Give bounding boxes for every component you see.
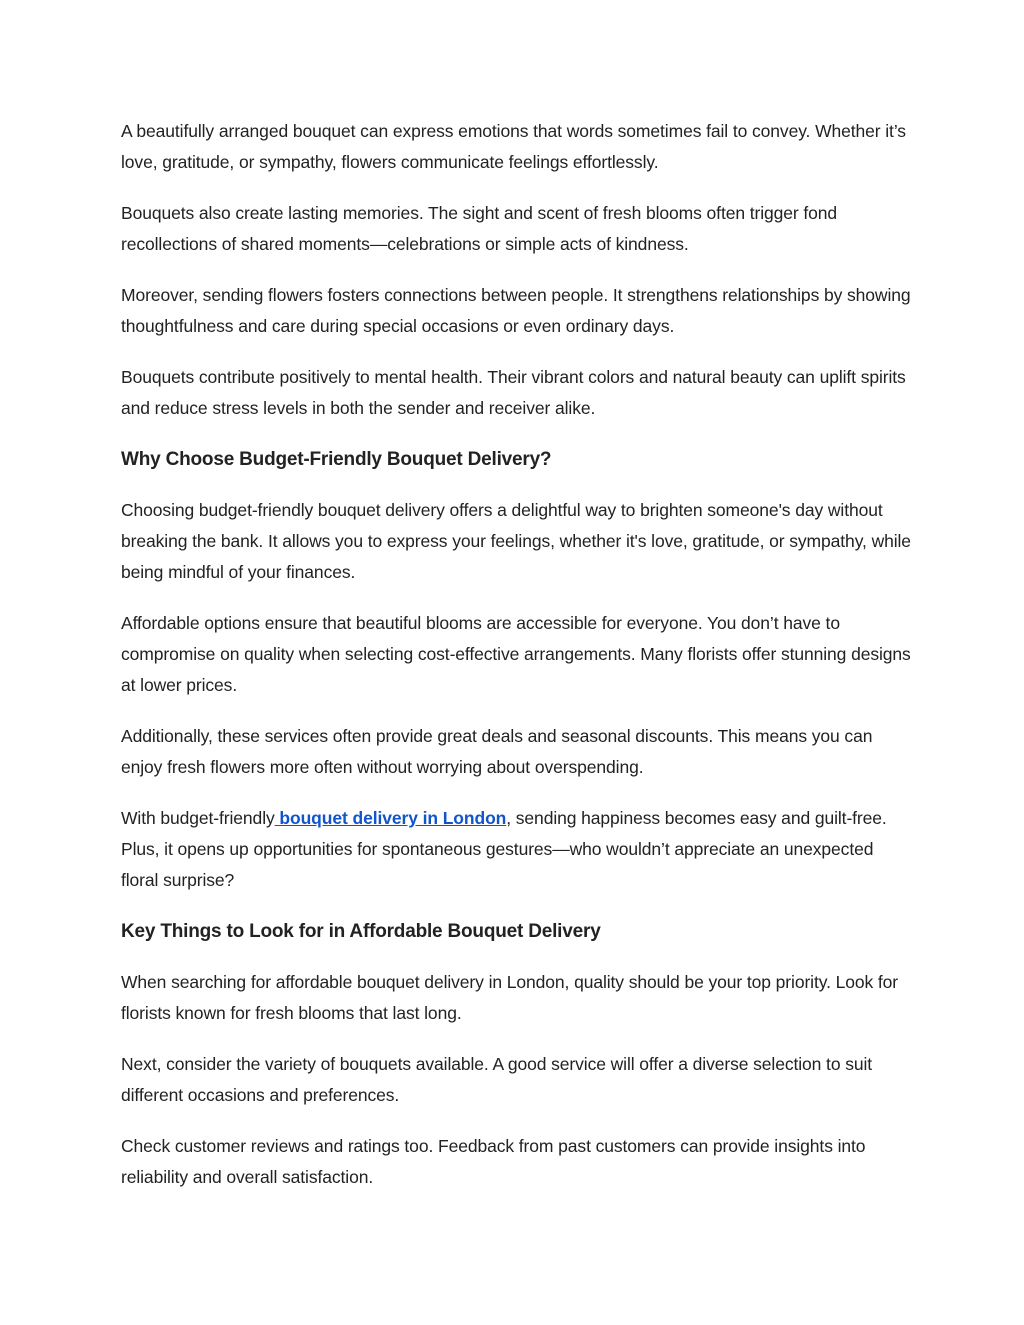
paragraph: Affordable options ensure that beautiful blooms are accessible for everyone. You don’t have to compromise on quality when selecting cost-effective arrangements. Many florists offer stunning designs at lower prices. — [121, 613, 911, 695]
paragraph: Check customer reviews and ratings too. Feedback from past customers can provide insights into reliability and overall satisfaction. — [121, 1136, 866, 1187]
document-body — [121, 116, 911, 1213]
paragraph: Moreover, sending flowers fosters connections between people. It strengthens relationships by showing thoughtfulness and care during special occasions or even ordinary days. — [121, 285, 911, 336]
paragraph: Next, consider the variety of bouquets available. A good service will offer a diverse selection to suit different occasions and preferences. — [121, 1054, 873, 1105]
section-heading: Why Choose Budget-Friendly Bouquet Delivery? — [121, 449, 552, 470]
paragraph: Bouquets also create lasting memories. The sight and scent of fresh blooms often trigger fond recollections of shared moments—celebrations or simple acts of kindness. — [121, 203, 838, 254]
paragraph: Additionally, these services often provide great deals and seasonal discounts. This means you can enjoy fresh flowers more often without worrying about overspending. — [121, 726, 873, 777]
paragraph-text-after-link: , sending happiness becomes easy and guilt-free. Plus, it opens up opportunities for spontaneous gestures—who wouldn’t appreciate an unexpected floral surprise? — [121, 808, 887, 890]
paragraph: A beautifully arranged bouquet can express emotions that words sometimes fail to convey. Whether it’s love, gratitude, or sympathy, flowers communicate feelings effortlessly. — [121, 121, 906, 172]
section-heading: Key Things to Look for in Affordable Bouquet Delivery — [121, 921, 601, 942]
paragraph: Bouquets contribute positively to mental health. Their vibrant colors and natural beauty can uplift spirits and reduce stress levels in both the sender and receiver alike. — [121, 367, 906, 418]
paragraph-text-before-link: With budget-friendly — [121, 808, 275, 828]
paragraph: When searching for affordable bouquet delivery in London, quality should be your top priority. Look for florists known for fresh blooms that last long. — [121, 972, 899, 1023]
bouquet-delivery-london-link[interactable]: bouquet delivery in London — [274, 808, 507, 828]
paragraph-with-link — [121, 803, 911, 896]
paragraph: Choosing budget-friendly bouquet delivery offers a delightful way to brighten someone's day without breaking the bank. It allows you to express your feelings, whether it's love, gratitude, or sympathy, while being mindful of your finances. — [121, 500, 911, 582]
